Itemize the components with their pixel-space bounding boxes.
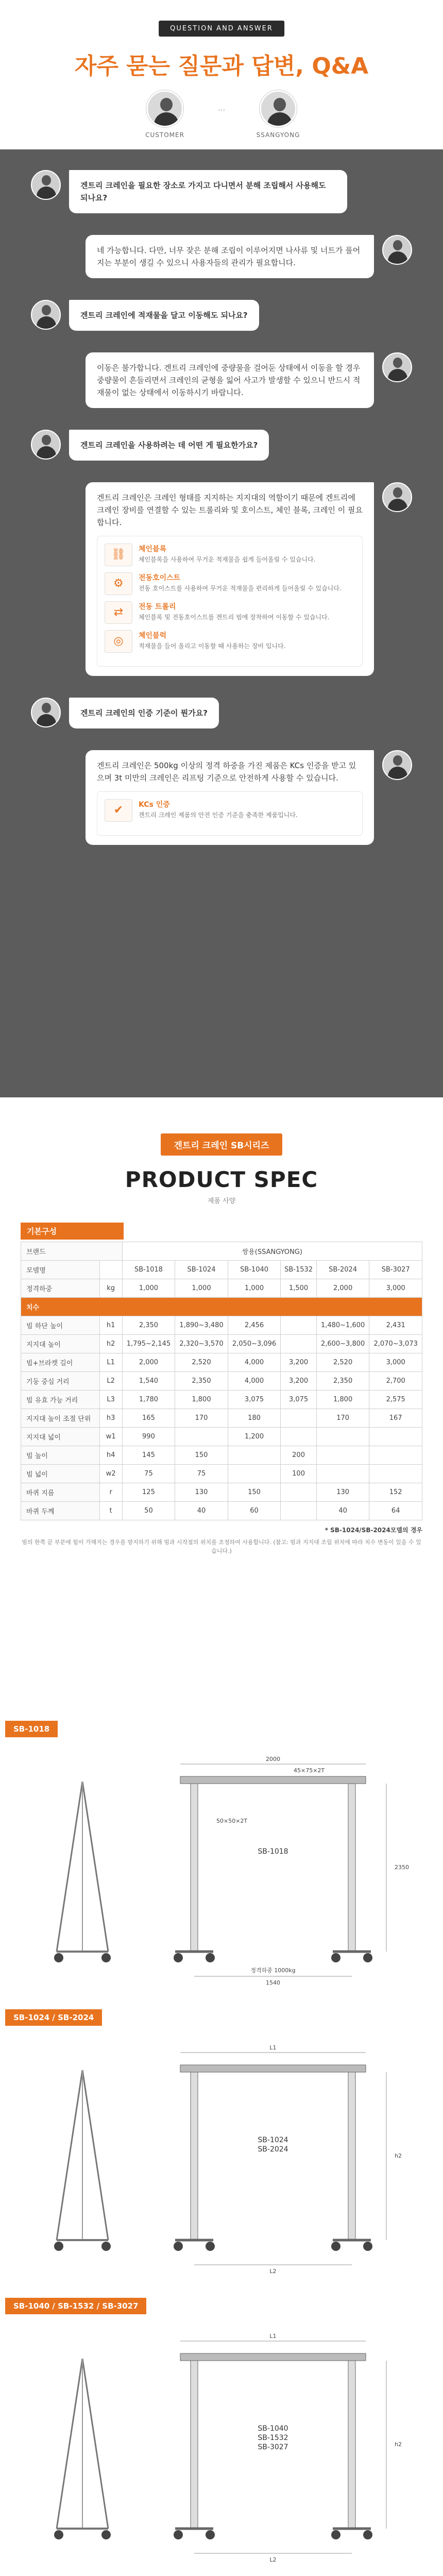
row-label: 기둥 중심 거리: [21, 1372, 100, 1391]
table-cell: 1,890~3,480: [175, 1316, 228, 1335]
table-row: [21, 1261, 422, 1279]
tip-content: [139, 601, 330, 622]
wheel-icon: [363, 2530, 372, 2539]
tip-desc: 적재물을 들어 올리고 이동할 때 사용하는 장비 입니다.: [139, 642, 286, 650]
table-cell: 150: [228, 1483, 281, 1502]
tip-desc: 겐트리 크레인 제품의 안전 인증 기준을 충족한 제품입니다.: [139, 811, 298, 819]
tip-box: [97, 791, 363, 836]
row-unit: L2: [99, 1372, 122, 1391]
wheel-icon: [54, 2530, 63, 2539]
question-text: 겐트리 크레인을 필요한 장소로 가지고 다니면서 분해 조립해서 사용해도 되나요?: [80, 181, 326, 202]
row-unit: [99, 1261, 122, 1279]
cert-icon: ✔: [105, 799, 132, 822]
table-cell: 2,575: [369, 1391, 422, 1409]
table-row: [21, 1372, 422, 1391]
post-right: [348, 2072, 355, 2240]
table-cell: 1,000: [122, 1279, 175, 1298]
row-unit: L3: [99, 1391, 122, 1409]
table-cell: 1,000: [228, 1279, 281, 1298]
table-cell: [316, 1465, 369, 1483]
table-cell: 2,431: [369, 1316, 422, 1335]
table-cell: SB-1024: [175, 1261, 228, 1279]
spec-section-header: 기본구성: [21, 1223, 124, 1240]
gantry-drawing: [26, 2323, 417, 2570]
tip-desc: 전동 호이스트를 사용하여 무거운 적재물을 편리하게 들어올릴 수 있습니다.: [139, 585, 342, 592]
row-unit: t: [99, 1502, 122, 1520]
vendor-avatar-icon: [382, 482, 412, 512]
tip-content: [139, 630, 286, 651]
question-bubble: [69, 300, 259, 331]
row-label: 빔 높이: [21, 1446, 100, 1465]
post-left: [191, 2072, 198, 2240]
drawing-block: [0, 1721, 443, 2009]
gantry-drawing: [26, 1745, 417, 1993]
question-text: 겐트리 크레인을 사용하려는 데 어떤 게 필요한가요?: [80, 440, 258, 450]
dim-beam-length: L1: [269, 2044, 277, 2051]
wheel-icon: [54, 2242, 63, 2251]
row-label: 정격하중: [21, 1279, 100, 1298]
row-unit: kg: [99, 1279, 122, 1298]
beam: [180, 2353, 366, 2361]
question-row: [31, 430, 412, 461]
table-group-row: [21, 1298, 422, 1316]
tip-title: 전동호이스트: [139, 574, 181, 582]
wheel-icon: ◎: [105, 630, 132, 653]
row-label: 모델명: [21, 1261, 100, 1279]
dim-height: 2350: [395, 1864, 409, 1871]
tip-item: [105, 630, 355, 653]
question-bubble: [69, 430, 269, 461]
table-row: [21, 1465, 422, 1483]
question-row: [31, 170, 412, 213]
tip-title: 체인블록: [139, 545, 167, 553]
tip-title: KCs 인증: [139, 801, 170, 809]
hoist-icon: ⚙: [105, 572, 132, 595]
table-cell: 3,200: [281, 1353, 317, 1372]
qa-chat: [0, 149, 443, 1097]
table-cell: 125: [122, 1483, 175, 1502]
drawing-tag: SB-1040 / SB-1532 / SB-3027: [5, 2298, 146, 2314]
tip-desc: 체인블록 및 전동호이스트를 겐트리 빔에 장착하여 이동할 수 있습니다.: [139, 614, 330, 621]
wheel-icon: [331, 2530, 340, 2539]
wheel-icon: [174, 1953, 183, 1962]
table-row: [21, 1279, 422, 1298]
wheel-icon: [363, 2242, 372, 2251]
brand-label: 브랜드: [21, 1242, 123, 1261]
answer-bubble: [86, 235, 374, 278]
table-cell: 2,050~3,096: [228, 1335, 281, 1353]
dim-beam-length: L1: [269, 2333, 277, 2340]
model-label: SB-1024: [258, 2136, 288, 2144]
table-cell: 1,000: [175, 1279, 228, 1298]
tip-item: [105, 544, 355, 566]
side-leg-right: [82, 2359, 108, 2529]
model-label: SB-1018: [258, 1848, 288, 1856]
customer-avatar-icon: [31, 430, 61, 460]
table-cell: 75: [122, 1465, 175, 1483]
wheel-icon: [101, 1953, 111, 1962]
table-cell: SB-1040: [228, 1261, 281, 1279]
table-cell: 1,500: [281, 1279, 317, 1298]
customer-avatar-group: [129, 90, 201, 139]
table-cell: SB-1018: [122, 1261, 175, 1279]
side-leg-left: [57, 1782, 82, 1952]
spec-note: * SB-1024/SB-2024모델의 경우: [325, 1527, 422, 1534]
model-label: SB-2024: [258, 2145, 288, 2154]
dim-height: h2: [395, 2441, 402, 2448]
answer-row: [31, 482, 412, 676]
wheel-icon: [174, 2242, 183, 2251]
beam: [180, 2065, 366, 2072]
table-row: [21, 1483, 422, 1502]
table-cell: SB-2024: [316, 1261, 369, 1279]
row-label: 지지대 넓이: [21, 1428, 100, 1446]
row-label: 빔 유효 가능 거리: [21, 1391, 100, 1409]
table-row: [21, 1446, 422, 1465]
row-label: 지지대 높이 조절 단위: [21, 1409, 100, 1428]
customer-avatar-icon: [31, 170, 61, 200]
table-cell: [369, 1465, 422, 1483]
table-cell: 40: [316, 1502, 369, 1520]
dim-post-distance: L2: [269, 2268, 277, 2275]
tip-content: [139, 544, 316, 564]
product-spec-section: [0, 1097, 443, 1721]
post-left: [191, 2361, 198, 2529]
qa-header: [0, 0, 443, 149]
table-cell: SB-3027: [369, 1261, 422, 1279]
dim-post-distance: L2: [269, 2556, 277, 2563]
wheel-icon: [331, 1953, 340, 1962]
question-bubble: [69, 170, 347, 213]
table-cell: 3,075: [281, 1391, 317, 1409]
wheel-icon: [206, 2530, 215, 2539]
model-label: SB-1532: [258, 2434, 288, 2442]
wheel-icon: [54, 1953, 63, 1962]
brand-value: 쌍용(SSANGYONG): [122, 1242, 422, 1261]
table-row: [21, 1316, 422, 1335]
tip-item: [105, 601, 355, 624]
answer-bubble: [86, 750, 374, 845]
side-leg-left: [57, 2359, 82, 2529]
customer-avatar-icon: [31, 698, 61, 727]
table-cell: [369, 1428, 422, 1446]
table-row: [21, 1353, 422, 1372]
table-cell: 2,520: [175, 1353, 228, 1372]
row-unit: h1: [99, 1316, 122, 1335]
table-cell: 145: [122, 1446, 175, 1465]
trolley-icon: ⇄: [105, 601, 132, 624]
answer-text: 이동은 불가합니다. 겐트리 크레인에 중량물을 걸어둔 상태에서 이동을 할 경우 중량물이 흔들리면서 크레인의 균형을 잃어 사고가 발생할 수 있으니 반드시 적재물이 없는 상태에서 이동하시기 바랍니다.: [97, 363, 361, 397]
question-text: 겐트리 크레인에 적재물을 달고 이동해도 되나요?: [80, 311, 248, 320]
post-right: [348, 1784, 355, 1952]
table-cell: 2,000: [316, 1279, 369, 1298]
wheel-icon: [206, 2242, 215, 2251]
table-cell: 1,800: [316, 1391, 369, 1409]
row-label: 지지대 높이: [21, 1335, 100, 1353]
table-cell: [228, 1446, 281, 1465]
vendor-label: SSANGYONG: [256, 131, 300, 139]
table-cell: 167: [369, 1409, 422, 1428]
model-label: SB-1040: [258, 2425, 288, 2433]
customer-label: CUSTOMER: [145, 131, 184, 139]
dim-post-distance: 1540: [266, 1979, 280, 1986]
beam: [180, 1776, 366, 1784]
vendor-avatar-group: [242, 90, 314, 139]
drawing-block: [0, 2009, 443, 2298]
table-cell: 4,000: [228, 1372, 281, 1391]
table-cell: 200: [281, 1446, 317, 1465]
table-cell: 152: [369, 1483, 422, 1502]
table-cell: 165: [122, 1409, 175, 1428]
table-cell: [281, 1335, 317, 1353]
tip-item: [105, 572, 355, 595]
table-row: [21, 1502, 422, 1520]
vendor-avatar-icon: [382, 352, 412, 382]
row-label: 빔 하단 높이: [21, 1316, 100, 1335]
vendor-avatar-icon: [260, 90, 297, 127]
table-cell: [175, 1428, 228, 1446]
tip-item: [105, 799, 355, 822]
table-cell: 1,540: [122, 1372, 175, 1391]
wheel-icon: [101, 2242, 111, 2251]
answer-text: 네 가능합니다. 다만, 너무 잦은 분해 조립이 이루어지면 나사류 및 너트가 풀어지는 부분이 생길 수 있으니 사용자들의 관리가 필요합니다.: [97, 246, 361, 267]
table-cell: 170: [316, 1409, 369, 1428]
table-cell: 2,456: [228, 1316, 281, 1335]
answer-text: 겐트리 크레인은 크레인 형태를 지지하는 지지대의 역할이기 때문에 겐트리에 크레인 장비를 연결할 수 있는 트롤리와 및 호이스트, 체인 블록, 크레인 이 필요합니다.: [97, 493, 363, 527]
vendor-avatar-icon: [382, 235, 412, 265]
table-row: [21, 1428, 422, 1446]
table-cell: 2,700: [369, 1372, 422, 1391]
dim-height: h2: [395, 2153, 402, 2159]
table-cell: 2,520: [316, 1353, 369, 1372]
answer-row: [31, 352, 412, 408]
row-unit: h2: [99, 1335, 122, 1353]
table-cell: 130: [316, 1483, 369, 1502]
wheel-icon: [206, 1953, 215, 1962]
table-cell: 1,480~1,600: [316, 1316, 369, 1335]
question-bubble: [69, 698, 219, 728]
table-cell: 3,200: [281, 1372, 317, 1391]
tip-title: 전동 트롤리: [139, 603, 176, 611]
tip-desc: 체인블록을 사용하여 무거운 적재물을 쉽게 들어올릴 수 있습니다.: [139, 556, 316, 564]
row-label: 빔+브라켓 길이: [21, 1353, 100, 1372]
table-cell: [281, 1409, 317, 1428]
row-unit: w2: [99, 1465, 122, 1483]
tip-title: 체인블럭: [139, 632, 167, 640]
model-label: SB-3027: [258, 2443, 288, 2451]
drawing-tag: SB-1024 / SB-2024: [5, 2009, 102, 2026]
wheel-icon: [174, 2530, 183, 2539]
vs-separator: ···: [217, 106, 226, 115]
drawing-tag: SB-1018: [5, 1721, 58, 1737]
table-cell: 1,780: [122, 1391, 175, 1409]
table-cell: 1,200: [228, 1428, 281, 1446]
side-leg-right: [82, 1782, 108, 1952]
gantry-drawing: [26, 2034, 417, 2281]
table-row: [21, 1409, 422, 1428]
group-label: 치수: [21, 1298, 422, 1316]
table-row: [21, 1391, 422, 1409]
tip-content: [139, 572, 342, 593]
tip-content: [139, 799, 298, 820]
spec-title: PRODUCT SPEC: [125, 1167, 318, 1192]
row-label: 빔 넓이: [21, 1465, 100, 1483]
side-leg-right: [82, 2070, 108, 2240]
table-cell: 990: [122, 1428, 175, 1446]
row-unit: w1: [99, 1428, 122, 1446]
table-cell: [281, 1428, 317, 1446]
table-cell: 170: [175, 1409, 228, 1428]
table-cell: 150: [175, 1446, 228, 1465]
answer-row: [31, 235, 412, 278]
table-cell: 2,350: [122, 1316, 175, 1335]
row-unit: h4: [99, 1446, 122, 1465]
question-row: [31, 300, 412, 331]
wheel-icon: [101, 2530, 111, 2539]
post-section-label: 50×50×2T: [216, 1818, 248, 1824]
post-left: [191, 1784, 198, 1952]
tip-box: [97, 536, 363, 667]
table-cell: 64: [369, 1502, 422, 1520]
spec-table: [21, 1242, 422, 1520]
row-unit: h3: [99, 1409, 122, 1428]
answer-text: 겐트리 크레인은 500kg 이상의 정격 하중을 가진 제품은 KCs 인증을 받고 있으며 3t 미만의 크레인은 리프팅 기준으로 안전하게 사용할 수 있습니다.: [97, 761, 356, 783]
table-cell: 3,000: [369, 1279, 422, 1298]
table-cell: 1,800: [175, 1391, 228, 1409]
table-cell: [281, 1483, 317, 1502]
post-right: [348, 2361, 355, 2529]
row-label: 바퀴 두께: [21, 1502, 100, 1520]
beam-section-label: 45×75×2T: [294, 1767, 325, 1774]
table-cell: [281, 1502, 317, 1520]
table-cell: 100: [281, 1465, 317, 1483]
row-label: 바퀴 지름: [21, 1483, 100, 1502]
drawings-section: [0, 1721, 443, 2576]
customer-avatar-icon: [31, 300, 61, 330]
answer-bubble: [86, 482, 374, 676]
spec-badge: 겐트리 크레인 SB시리즈: [161, 1133, 283, 1156]
drawing-block: [0, 2298, 443, 2576]
table-cell: 2,350: [316, 1372, 369, 1391]
vendor-avatar-icon: [382, 750, 412, 780]
chain-hoist-icon: ⛓: [105, 544, 132, 566]
table-cell: 40: [175, 1502, 228, 1520]
question-row: [31, 698, 412, 728]
table-cell: 130: [175, 1483, 228, 1502]
table-cell: 3,000: [369, 1353, 422, 1372]
table-row: [21, 1335, 422, 1353]
side-leg-left: [57, 2070, 82, 2240]
table-cell: 1,795~2,145: [122, 1335, 175, 1353]
table-cell: 2,320~3,570: [175, 1335, 228, 1353]
table-cell: [369, 1446, 422, 1465]
load-label: 정격하중 1000kg: [250, 1967, 296, 1974]
spec-note-detail: 빔의 한쪽 끝 부분에 힘이 가해지는 경우를 방지하기 위해 빔과 시작점의 위치를 조정하여 사용합니다. (참고: 빔과 지지대 조립 위치에 따라 치수 변동이 있을 수 있습니다.): [22, 1539, 421, 1554]
table-cell: 2,000: [122, 1353, 175, 1372]
table-cell: 60: [228, 1502, 281, 1520]
answer-row: [31, 750, 412, 845]
table-cell: [228, 1465, 281, 1483]
row-unit: r: [99, 1483, 122, 1502]
wheel-icon: [363, 1953, 372, 1962]
qa-badge: QUESTION AND ANSWER: [159, 21, 284, 37]
table-cell: 2,070~3,073: [369, 1335, 422, 1353]
row-unit: L1: [99, 1353, 122, 1372]
spec-subtitle: 제품 사양: [207, 1197, 236, 1205]
table-cell: [281, 1316, 317, 1335]
customer-avatar-icon: [146, 90, 183, 127]
table-cell: 2,350: [175, 1372, 228, 1391]
table-cell: SB-1532: [281, 1261, 317, 1279]
wheel-icon: [331, 2242, 340, 2251]
table-cell: 3,075: [228, 1391, 281, 1409]
dim-beam-length: 2000: [266, 1756, 280, 1762]
question-text: 겐트리 크레인의 인증 기준이 뭔가요?: [80, 708, 208, 718]
table-cell: 4,000: [228, 1353, 281, 1372]
table-cell: 50: [122, 1502, 175, 1520]
table-cell: 180: [228, 1409, 281, 1428]
table-cell: 2,600~3,800: [316, 1335, 369, 1353]
qa-title: 자주 묻는 질문과 답변, Q&A: [74, 53, 369, 79]
table-row: [21, 1242, 422, 1261]
table-cell: [316, 1428, 369, 1446]
table-cell: 75: [175, 1465, 228, 1483]
table-cell: [316, 1446, 369, 1465]
answer-bubble: [86, 352, 374, 408]
